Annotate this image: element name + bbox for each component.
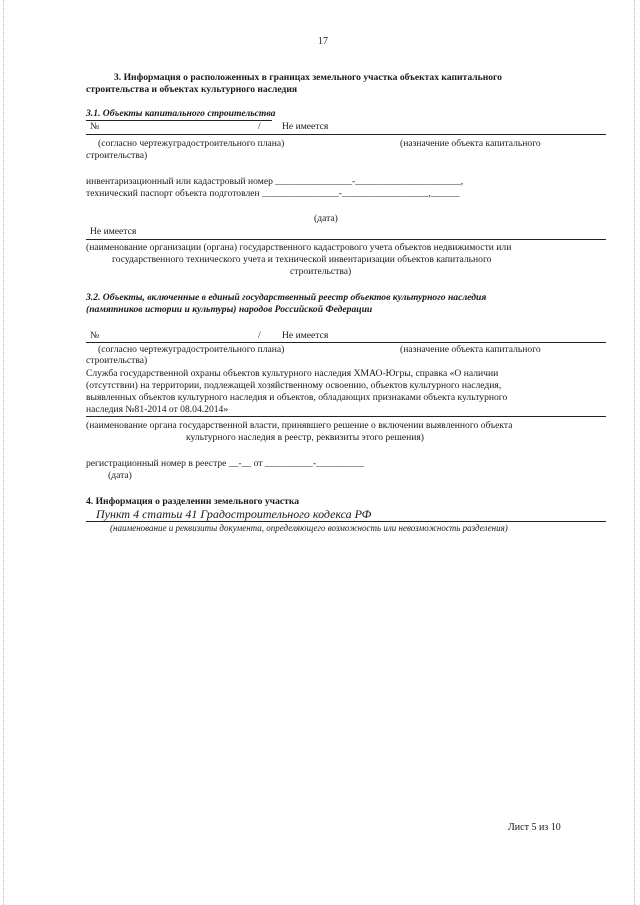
section31-org-value: Не имеется: [90, 226, 137, 237]
section31-date-caption: (дата): [314, 213, 338, 224]
section31-org-line: [86, 239, 606, 240]
section3-title-line2: строительства и объектах культурного наследия: [86, 84, 298, 95]
section32-caption-left-2: строительства): [86, 355, 148, 366]
section32-body-2: (отсутствии) на территории, подлежащей хозяйственному освоению, объектов культурного наследия,: [86, 380, 502, 391]
section31-inventory-number: инвентаризационный или кадастровый номер ________________-______________________,: [86, 176, 464, 187]
section31-org-caption-1: (наименование организации (органа) государственного кадастрового учета объектов недвижимости или: [86, 242, 512, 253]
section32-body-1: Служба государственной охраны объектов культурного наследия ХМАО-Югры, справка «О наличии: [86, 368, 499, 379]
section32-number-symbol: №: [90, 330, 100, 341]
section32-value: Не имеется: [282, 330, 329, 341]
section31-caption-left-2: строительства): [86, 150, 148, 161]
section31-heading-underline: [86, 120, 272, 121]
section32-authority-caption-1: (наименование органа государственной власти, принявшего решение о включении выявленного объекта: [86, 420, 513, 431]
section31-number-symbol: №: [90, 121, 100, 132]
section31-number-line: [86, 134, 606, 135]
section32-body-line: [86, 416, 606, 417]
section31-org-caption-3: строительства): [290, 266, 352, 277]
section3-title-line1: 3. Информация о расположенных в границах земельного участка объектах капитального: [114, 72, 502, 83]
section31-value: Не имеется: [282, 121, 329, 132]
section32-heading-1: 3.2. Объекты, включенные в единый государственный реестр объектов культурного наследия: [86, 292, 487, 303]
section32-heading-2: (памятников истории и культуры) народов Российской Федерации: [86, 304, 373, 315]
page-number: 17: [318, 36, 328, 47]
section32-slash: /: [258, 330, 261, 341]
section4-value-line: [86, 521, 606, 522]
section31-org-caption-2: государственного технического учета и технической инвентаризации объектов капитального: [112, 254, 492, 265]
section31-caption-right: (назначение объекта капитального: [400, 138, 541, 149]
section4-value: Пункт 4 статьи 41 Градостроительного кодекса РФ: [96, 507, 372, 521]
section32-body-4: наследия №81-2014 от 08.04.2014»: [86, 404, 229, 415]
section32-caption-left-1: (согласно чертежуградостроительного плана): [98, 344, 285, 355]
section32-number-line: [86, 342, 606, 343]
section4-caption: (наименование и реквизиты документа, определяющего возможность или невозможность разделения): [110, 523, 508, 533]
section4-title: 4. Информация о разделении земельного участка: [86, 496, 300, 507]
scan-edge-right: [634, 0, 635, 905]
section32-registration-number: регистрационный номер в реестре __-__ от __________-__________: [86, 458, 365, 469]
section31-slash: /: [258, 121, 261, 132]
section32-authority-caption-2: культурного наследия в реестр, реквизиты этого решения): [186, 432, 425, 443]
section32-body-3: выявленных объектов культурного наследия и объектов, обладающих признаками объекта культурного: [86, 392, 508, 403]
section31-caption-left-1: (согласно чертежуградостроительного плана): [98, 138, 285, 149]
scan-edge-left: [3, 0, 4, 905]
section31-passport: технический паспорт объекта подготовлен ________________-__________________,______: [86, 188, 460, 199]
section32-registration-date-caption: (дата): [108, 470, 132, 481]
section32-caption-right: (назначение объекта капитального: [400, 344, 541, 355]
section31-heading: 3.1. Объекты капитального строительства: [86, 108, 276, 119]
sheet-counter: Лист 5 из 10: [508, 822, 561, 833]
